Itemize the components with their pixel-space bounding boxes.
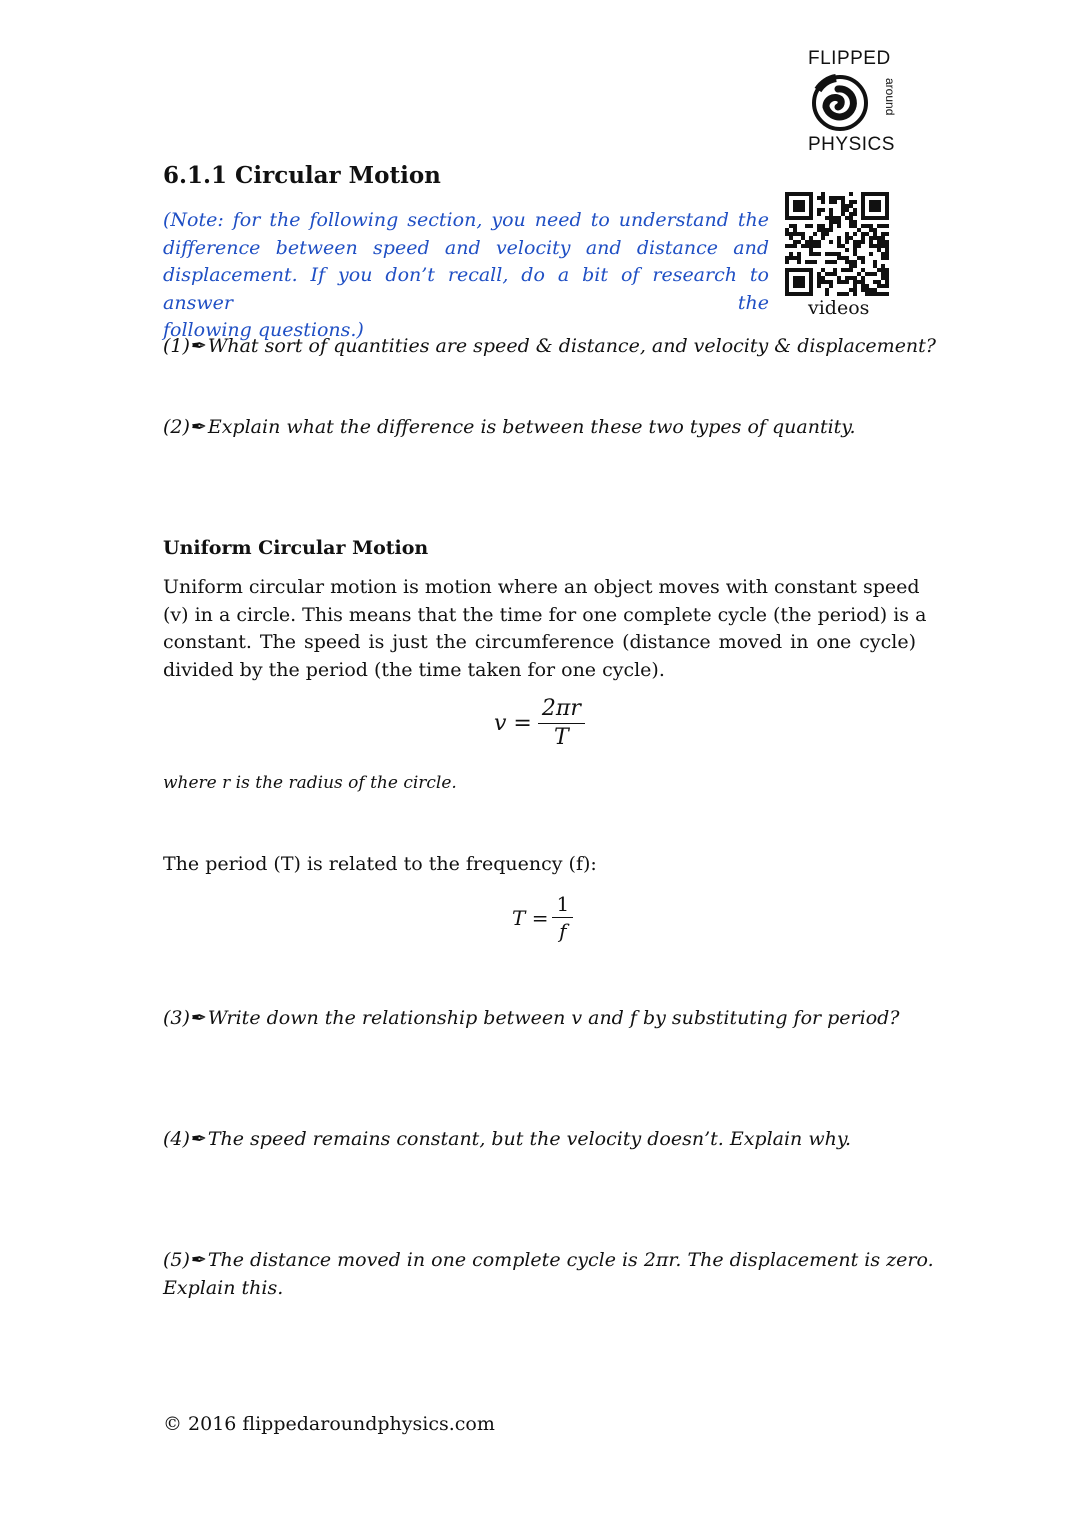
- qr-module: [881, 256, 885, 260]
- qr-module: [849, 220, 853, 224]
- logo-bottom-text: PHYSICS: [808, 134, 895, 155]
- qr-module: [837, 252, 841, 256]
- qr-module: [817, 212, 821, 216]
- qr-module: [817, 208, 821, 212]
- qr-module: [837, 224, 841, 228]
- qr-module: [865, 292, 869, 296]
- qr-module: [825, 216, 829, 220]
- pen-icon: ✒: [190, 1007, 207, 1029]
- paragraph-line: (v) in a circle. This means that the time for one complete cycle (the period) is a: [163, 603, 927, 626]
- qr-module: [873, 236, 877, 240]
- qr-module: [873, 288, 877, 292]
- equation-denominator: f: [559, 919, 567, 943]
- qr-module: [861, 232, 865, 236]
- qr-module: [809, 248, 813, 252]
- qr-module: [825, 252, 829, 256]
- qr-module: [865, 272, 869, 276]
- qr-module: [793, 240, 797, 244]
- qr-module: [853, 224, 857, 228]
- qr-module: [861, 260, 865, 264]
- qr-module: [869, 292, 873, 296]
- qr-module: [837, 196, 841, 200]
- qr-module: [845, 248, 849, 252]
- qr-module: [853, 264, 857, 268]
- pen-icon: ✒: [190, 1249, 207, 1271]
- qr-module: [817, 252, 821, 256]
- qr-module: [789, 236, 793, 240]
- qr-module: [885, 240, 889, 244]
- qr-finder: [869, 200, 881, 212]
- qr-module: [861, 240, 865, 244]
- logo-side-text: around: [883, 78, 897, 116]
- qr-module: [869, 252, 873, 256]
- qr-module: [881, 264, 885, 268]
- qr-module: [829, 240, 833, 244]
- qr-module: [789, 252, 793, 256]
- qr-module: [861, 224, 865, 228]
- qr-module: [829, 284, 833, 288]
- uniform-motion-paragraph: [163, 574, 927, 684]
- qr-module: [821, 224, 825, 228]
- qr-module: [885, 248, 889, 252]
- qr-module: [885, 276, 889, 280]
- qr-module: [841, 292, 845, 296]
- qr-module: [785, 228, 789, 232]
- paragraph-line: constant. The speed is just the circumference (distance moved in one cycle): [163, 631, 916, 653]
- qr-module: [841, 204, 845, 208]
- qr-module: [865, 232, 869, 236]
- qr-module: [861, 276, 865, 280]
- qr-module: [805, 260, 809, 264]
- qr-module: [809, 224, 813, 228]
- question-number: (5): [163, 1249, 190, 1271]
- qr-module: [881, 240, 885, 244]
- qr-module: [853, 212, 857, 216]
- qr-module: [849, 276, 853, 280]
- qr-module: [881, 276, 885, 280]
- qr-module: [877, 240, 881, 244]
- qr-module: [837, 220, 841, 224]
- qr-module: [817, 244, 821, 248]
- qr-module: [801, 232, 805, 236]
- qr-module: [825, 292, 829, 296]
- question-text: Write down the relationship between v and f by substituting for period?: [207, 1007, 900, 1029]
- qr-module: [833, 216, 837, 220]
- question-text: The speed remains constant, but the velocity doesn’t. Explain why.: [207, 1128, 852, 1150]
- qr-finder: [793, 276, 805, 288]
- qr-module: [845, 276, 849, 280]
- qr-module: [833, 196, 837, 200]
- qr-module: [797, 256, 801, 260]
- qr-module: [829, 260, 833, 264]
- qr-module: [817, 224, 821, 228]
- qr-module: [853, 284, 857, 288]
- speed-equation: [494, 697, 585, 750]
- qr-module: [845, 292, 849, 296]
- qr-module: [809, 260, 813, 264]
- qr-module: [865, 288, 869, 292]
- qr-module: [873, 260, 877, 264]
- qr-module: [873, 280, 877, 284]
- qr-module: [845, 216, 849, 220]
- note-line: displacement. If you don’t recall, do a bit of research to answer the: [163, 264, 769, 314]
- qr-module: [869, 240, 873, 244]
- qr-module: [869, 288, 873, 292]
- qr-module: [849, 212, 853, 216]
- qr-module: [793, 232, 797, 236]
- qr-module: [877, 236, 881, 240]
- qr-module: [869, 272, 873, 276]
- qr-module: [849, 216, 853, 220]
- qr-module: [853, 288, 857, 292]
- qr-module: [845, 256, 849, 260]
- period-sentence: The period (T) is related to the frequency (f):: [163, 853, 597, 875]
- logo-top-text: FLIPPED: [808, 48, 891, 69]
- qr-module: [821, 200, 825, 204]
- qr-module: [885, 224, 889, 228]
- equation-lhs: v =: [494, 711, 532, 737]
- qr-module: [825, 280, 829, 284]
- qr-module: [821, 232, 825, 236]
- qr-module: [877, 248, 881, 252]
- question-3: [163, 1004, 899, 1032]
- qr-module: [821, 276, 825, 280]
- qr-module: [821, 268, 825, 272]
- qr-module: [793, 228, 797, 232]
- qr-module: [845, 280, 849, 284]
- qr-module: [853, 248, 857, 252]
- note-line: following questions.): [163, 319, 364, 341]
- qr-module: [861, 256, 865, 260]
- qr-module: [853, 292, 857, 296]
- qr-module: [865, 284, 869, 288]
- question-number: (4): [163, 1128, 190, 1150]
- qr-module: [797, 252, 801, 256]
- note-paragraph: [163, 207, 769, 345]
- qr-module: [853, 240, 857, 244]
- qr-module: [797, 260, 801, 264]
- qr-module: [869, 228, 873, 232]
- pen-icon: ✒: [190, 335, 207, 357]
- qr-module: [829, 220, 833, 224]
- qr-module: [857, 256, 861, 260]
- qr-module: [785, 256, 789, 260]
- qr-module: [881, 284, 885, 288]
- qr-module: [857, 272, 861, 276]
- qr-module: [845, 208, 849, 212]
- qr-code-icon[interactable]: [785, 192, 889, 300]
- qr-module: [829, 200, 833, 204]
- qr-module: [841, 212, 845, 216]
- qr-module: [821, 192, 825, 196]
- qr-module: [841, 256, 845, 260]
- logo-swirl-icon: [808, 72, 874, 138]
- period-equation: [512, 893, 573, 942]
- qr-module: [837, 244, 841, 248]
- note-line: (Note: for the following section, you need to understand the: [163, 209, 769, 231]
- qr-module: [853, 252, 857, 256]
- qr-module: [829, 272, 833, 276]
- qr-module: [821, 196, 825, 200]
- question-4: [163, 1125, 851, 1153]
- qr-module: [813, 232, 817, 236]
- pen-icon: ✒: [190, 416, 207, 438]
- qr-module: [801, 236, 805, 240]
- question-text: What sort of quantities are speed & distance, and velocity & displacement?: [207, 335, 936, 357]
- qr-module: [805, 240, 809, 244]
- qr-module: [845, 232, 849, 236]
- question-text-continued: Explain this.: [163, 1277, 284, 1299]
- qr-module: [849, 268, 853, 272]
- qr-module: [861, 280, 865, 284]
- qr-module: [789, 232, 793, 236]
- qr-module: [849, 224, 853, 228]
- qr-module: [841, 244, 845, 248]
- qr-module: [829, 228, 833, 232]
- qr-module: [829, 280, 833, 284]
- qr-module: [849, 264, 853, 268]
- pen-icon: ✒: [190, 1128, 207, 1150]
- qr-module: [837, 216, 841, 220]
- qr-module: [881, 244, 885, 248]
- qr-module: [873, 244, 877, 248]
- qr-module: [853, 280, 857, 284]
- paragraph-line: Uniform circular motion is motion where an object moves with constant speed: [163, 576, 920, 598]
- qr-module: [809, 244, 813, 248]
- qr-module: [853, 244, 857, 248]
- qr-module: [845, 268, 849, 272]
- qr-caption: videos: [808, 297, 870, 319]
- qr-module: [857, 228, 861, 232]
- question-text: Explain what the difference is between these two types of quantity.: [207, 416, 856, 438]
- qr-module: [873, 272, 877, 276]
- qr-module: [821, 280, 825, 284]
- qr-module: [817, 276, 821, 280]
- qr-module: [825, 260, 829, 264]
- radius-note: where r is the radius of the circle.: [163, 773, 457, 793]
- qr-module: [789, 256, 793, 260]
- question-number: (2): [163, 416, 190, 438]
- question-number: (1): [163, 335, 190, 357]
- qr-module: [873, 228, 877, 232]
- question-number: (3): [163, 1007, 190, 1029]
- qr-module: [849, 260, 853, 264]
- qr-module: [845, 260, 849, 264]
- qr-module: [841, 268, 845, 272]
- qr-module: [817, 272, 821, 276]
- qr-module: [817, 284, 821, 288]
- qr-finder: [793, 200, 805, 212]
- qr-module: [857, 280, 861, 284]
- footer-copyright: © 2016 flippedaroundphysics.com: [163, 1413, 495, 1435]
- qr-module: [825, 272, 829, 276]
- qr-module: [873, 232, 877, 236]
- qr-module: [833, 200, 837, 204]
- qr-module: [853, 232, 857, 236]
- qr-module: [885, 232, 889, 236]
- qr-module: [837, 236, 841, 240]
- qr-module: [885, 268, 889, 272]
- qr-module: [833, 268, 837, 272]
- qr-module: [853, 208, 857, 212]
- equation-denominator: T: [554, 725, 569, 751]
- qr-module: [833, 252, 837, 256]
- qr-module: [865, 224, 869, 228]
- qr-module: [805, 244, 809, 248]
- qr-module: [873, 264, 877, 268]
- qr-module: [817, 280, 821, 284]
- qr-module: [837, 240, 841, 244]
- paragraph-line: divided by the period (the time taken for one cycle).: [163, 658, 665, 681]
- qr-module: [881, 292, 885, 296]
- qr-module: [845, 236, 849, 240]
- qr-module: [793, 244, 797, 248]
- qr-module: [841, 280, 845, 284]
- qr-module: [853, 260, 857, 264]
- qr-module: [877, 292, 881, 296]
- question-1: [163, 332, 936, 360]
- qr-module: [785, 260, 789, 264]
- qr-module: [853, 276, 857, 280]
- equation-numerator: 1: [552, 893, 573, 918]
- qr-module: [793, 224, 797, 228]
- qr-module: [797, 240, 801, 244]
- qr-module: [785, 244, 789, 248]
- qr-module: [829, 212, 833, 216]
- qr-module: [829, 252, 833, 256]
- qr-module: [821, 208, 825, 212]
- qr-module: [813, 252, 817, 256]
- qr-module: [809, 252, 813, 256]
- qr-module: [881, 224, 885, 228]
- question-2: [163, 413, 856, 441]
- qr-module: [817, 228, 821, 232]
- qr-module: [877, 280, 881, 284]
- qr-module: [813, 240, 817, 244]
- qr-module: [849, 204, 853, 208]
- qr-module: [881, 236, 885, 240]
- qr-module: [853, 200, 857, 204]
- qr-module: [829, 216, 833, 220]
- qr-module: [857, 240, 861, 244]
- qr-module: [829, 196, 833, 200]
- qr-module: [885, 256, 889, 260]
- qr-module: [885, 284, 889, 288]
- qr-module: [841, 196, 845, 200]
- qr-module: [845, 240, 849, 244]
- qr-module: [849, 200, 853, 204]
- qr-module: [849, 288, 853, 292]
- qr-module: [793, 256, 797, 260]
- qr-module: [861, 284, 865, 288]
- qr-module: [853, 220, 857, 224]
- qr-module: [805, 224, 809, 228]
- qr-module: [809, 240, 813, 244]
- qr-module: [817, 196, 821, 200]
- qr-module: [797, 232, 801, 236]
- qr-module: [825, 288, 829, 292]
- qr-module: [849, 236, 853, 240]
- qr-module: [801, 244, 805, 248]
- qr-module: [861, 236, 865, 240]
- qr-module: [813, 260, 817, 264]
- qr-module: [877, 268, 881, 272]
- qr-module: [877, 244, 881, 248]
- qr-module: [817, 240, 821, 244]
- qr-module: [881, 232, 885, 236]
- qr-module: [789, 244, 793, 248]
- qr-module: [821, 236, 825, 240]
- question-text: The distance moved in one complete cycle is 2πr. The displacement is zero.: [207, 1249, 934, 1271]
- qr-module: [833, 272, 837, 276]
- qr-module: [857, 244, 861, 248]
- qr-module: [841, 208, 845, 212]
- qr-module: [885, 292, 889, 296]
- question-5: [163, 1246, 934, 1302]
- qr-module: [829, 208, 833, 212]
- qr-module: [881, 252, 885, 256]
- qr-module: [869, 236, 873, 240]
- qr-module: [869, 244, 873, 248]
- qr-module: [833, 220, 837, 224]
- qr-module: [885, 244, 889, 248]
- qr-module: [873, 292, 877, 296]
- qr-module: [789, 224, 793, 228]
- qr-module: [837, 256, 841, 260]
- qr-module: [877, 224, 881, 228]
- equation-lhs: T =: [512, 905, 549, 930]
- qr-module: [885, 252, 889, 256]
- note-line: difference between speed and velocity and distance and: [163, 236, 769, 259]
- qr-module: [825, 228, 829, 232]
- qr-module: [885, 280, 889, 284]
- subheading: Uniform Circular Motion: [163, 537, 429, 559]
- qr-module: [809, 236, 813, 240]
- qr-module: [837, 276, 841, 280]
- qr-module: [785, 232, 789, 236]
- qr-module: [821, 228, 825, 232]
- qr-module: [885, 272, 889, 276]
- qr-module: [829, 224, 833, 228]
- qr-module: [845, 204, 849, 208]
- qr-module: [861, 268, 865, 272]
- equation-numerator: 2πr: [538, 697, 585, 724]
- qr-module: [825, 232, 829, 236]
- qr-module: [833, 260, 837, 264]
- qr-module: [837, 280, 841, 284]
- qr-module: [837, 292, 841, 296]
- section-title: 6.1.1 Circular Motion: [163, 162, 441, 189]
- qr-module: [869, 224, 873, 228]
- qr-module: [849, 192, 853, 196]
- qr-module: [881, 272, 885, 276]
- qr-module: [877, 284, 881, 288]
- qr-module: [813, 244, 817, 248]
- qr-module: [841, 200, 845, 204]
- qr-module: [881, 268, 885, 272]
- qr-module: [861, 288, 865, 292]
